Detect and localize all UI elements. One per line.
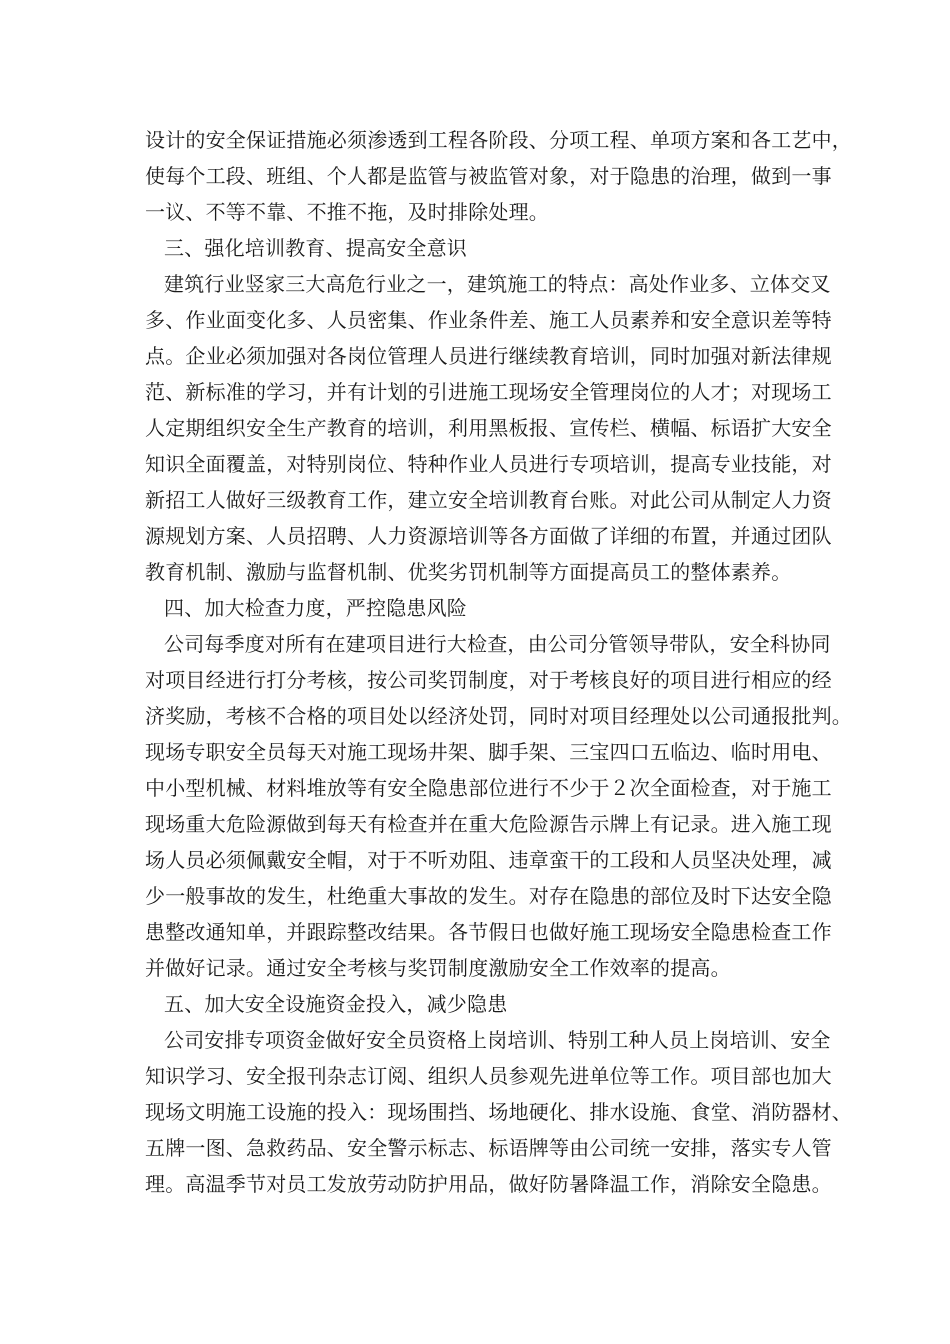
text-line: 并做好记录。通过安全考核与奖罚制度激励安全工作效率的提高。 [145, 956, 731, 980]
section-heading: 四、加大检查力度，严控隐患风险 [164, 596, 467, 620]
text-line: 教育机制、激励与监督机制、优奖劣罚机制等方面提高员工的整体素养。 [145, 560, 792, 584]
text-line: 知识学习、安全报刊杂志订阅、组织人员参观先进单位等工作。项目部也加大 [145, 1064, 832, 1088]
text-line: 场人员必须佩戴安全帽，对于不听劝阻、违章蛮干的工段和人员坚决处理，减 [145, 848, 832, 872]
text-line: 理。高温季节对员工发放劳动防护用品，做好防暑降温工作，消除安全隐患。 [145, 1172, 832, 1196]
text-line: 现场专职安全员每天对施工现场井架、脚手架、三宝四口五临边、临时用电、 [145, 740, 832, 764]
text-line: 公司安排专项资金做好安全员资格上岗培训、特别工种人员上岗培训、安全 [164, 1028, 831, 1052]
section-heading: 五、加大安全设施资金投入，减少隐患 [164, 992, 508, 1016]
text-line: 使每个工段、班组、个人都是监管与被监管对象，对于隐患的治理，做到一事 [145, 164, 832, 188]
text-line: 济奖励，考核不合格的项目处以经济处罚，同时对项目经理处以公司通报批判。 [145, 704, 852, 728]
text-line: 现场文明施工设施的投入：现场围挡、场地硬化、排水设施、食堂、消防器材、 [145, 1100, 852, 1124]
text-line: 知识全面覆盖，对特别岗位、特种作业人员进行专项培训，提高专业技能，对 [145, 452, 832, 476]
text-line: 建筑行业竖家三大高危行业之一，建筑施工的特点：高处作业多、立体交叉 [164, 272, 831, 296]
text-line: 现场重大危险源做到每天有检查并在重大危险源告示牌上有记录。进入施工现 [145, 812, 832, 836]
text-line: 多、作业面变化多、人员密集、作业条件差、施工人员素养和安全意识差等特 [145, 308, 832, 332]
text-line: 公司每季度对所有在建项目进行大检查，由公司分管领导带队，安全科协同 [164, 632, 831, 656]
text-line: 源规划方案、人员招聘、人力资源培训等各方面做了详细的布置，并通过团队 [145, 524, 832, 548]
text-line: 新招工人做好三级教育工作，建立安全培训教育台账。对此公司从制定人力资 [145, 488, 832, 512]
text-line: 人定期组织安全生产教育的培训，利用黑板报、宣传栏、横幅、标语扩大安全 [145, 416, 832, 440]
text-line: 五牌一图、急救药品、安全警示标志、标语牌等由公司统一安排，落实专人管 [145, 1136, 832, 1160]
text-line: 对项目经进行打分考核，按公司奖罚制度，对于考核良好的项目进行相应的经 [145, 668, 832, 692]
text-line: 中小型机械、材料堆放等有安全隐患部位进行不少于２次全面检查，对于施工 [145, 776, 832, 800]
text-line: 设计的安全保证措施必须渗透到工程各阶段、分项工程、单项方案和各工艺中， [145, 128, 852, 152]
text-line: 患整改通知单，并跟踪整改结果。各节假日也做好施工现场安全隐患检查工作 [145, 920, 832, 944]
section-heading: 三、强化培训教育、提高安全意识 [164, 236, 467, 260]
text-line: 一议、不等不靠、不推不拖，及时排除处理。 [145, 200, 549, 224]
text-line: 范、新标准的学习，并有计划的引进施工现场安全管理岗位的人才；对现场工 [145, 380, 832, 404]
text-line: 点。企业必须加强对各岗位管理人员进行继续教育培训，同时加强对新法律规 [145, 344, 832, 368]
text-line: 少一般事故的发生，杜绝重大事故的发生。对存在隐患的部位及时下达安全隐 [145, 884, 832, 908]
